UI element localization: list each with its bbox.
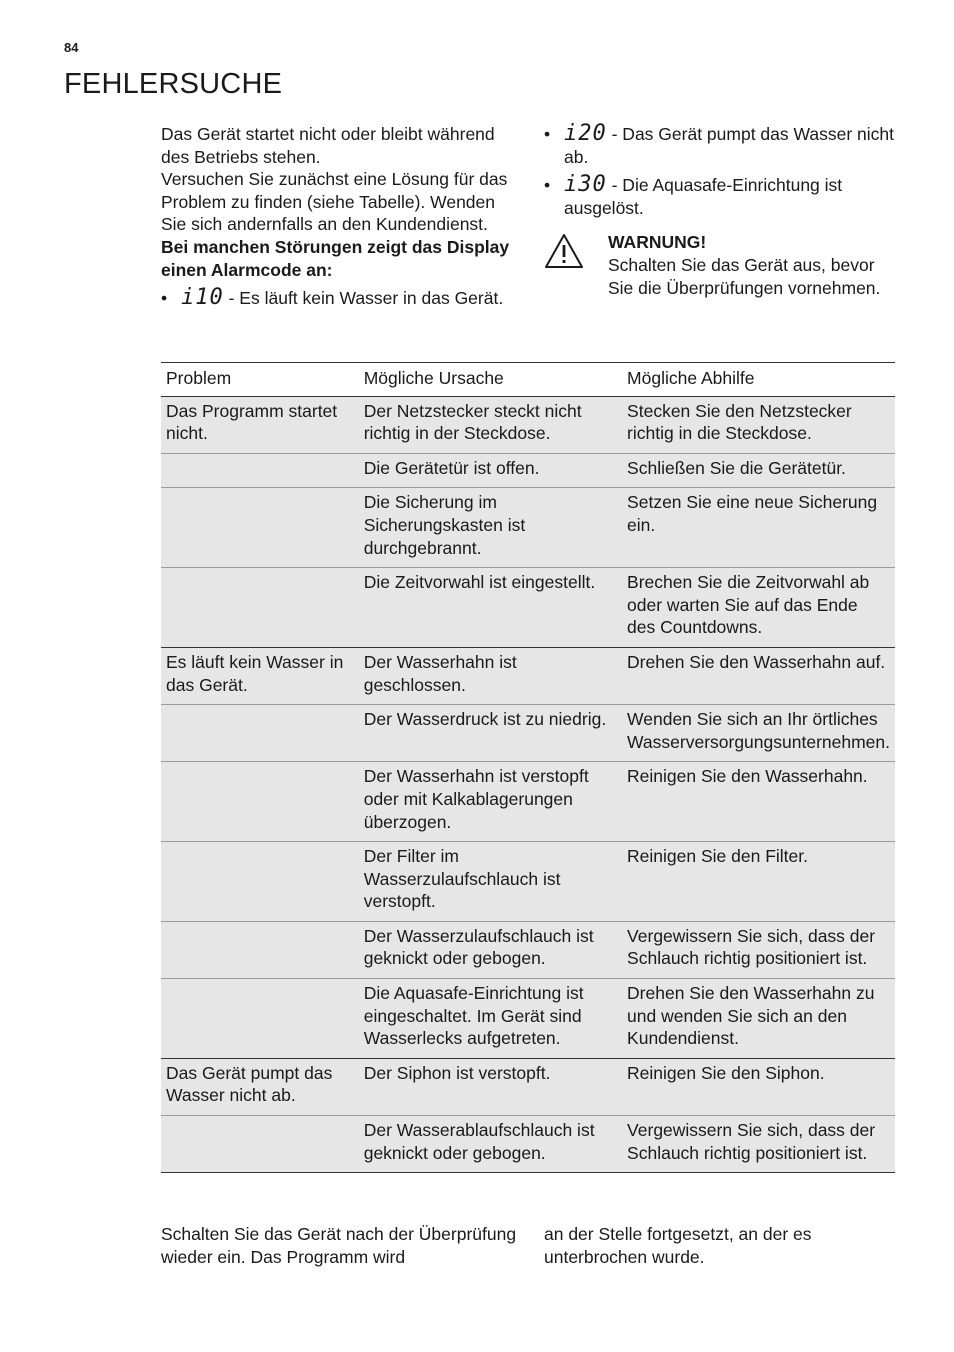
alarm-code: i20 [564, 121, 607, 146]
cause-cell: Der Wasserdruck ist zu niedrig. [359, 705, 622, 762]
alarm-code-text: - Das Gerät pumpt das Wasser nicht ab. [564, 124, 894, 167]
alarm-code-item [544, 123, 894, 168]
cause-cell: Die Gerätetür ist offen. [359, 453, 622, 488]
warning-title: WARNUNG! [608, 232, 707, 253]
problem-cell [161, 1116, 359, 1173]
alarm-code-item [161, 287, 516, 310]
remedy-cell: Stecken Sie den Netzstecker richtig in die Steckdose. [622, 396, 895, 453]
table-row [161, 396, 895, 453]
remedy-cell: Vergewissern Sie sich, dass der Schlauch richtig positioniert ist. [622, 1116, 895, 1173]
intro-column [161, 123, 516, 310]
bullet-icon: • [161, 288, 168, 309]
cause-cell: Der Wasserhahn ist verstopft oder mit Kalkablagerungen überzogen. [359, 762, 622, 842]
table-row [161, 762, 895, 842]
footer-text-right: an der Stelle fortgesetzt, an der es unterbrochen wurde. [544, 1224, 812, 1267]
table-row [161, 705, 895, 762]
remedy-cell: Brechen Sie die Zeitvorwahl ab oder warten Sie auf das Ende des Countdowns. [622, 568, 895, 648]
problem-cell [161, 979, 359, 1059]
remedy-cell: Setzen Sie eine neue Sicherung ein. [622, 488, 895, 568]
remedy-cell: Schließen Sie die Gerätetür. [622, 453, 895, 488]
alarm-code-intro: Bei manchen Störungen zeigt das Display einen Alarmcode an: [161, 236, 510, 280]
alarm-code-item [544, 174, 894, 219]
table-row [161, 921, 895, 978]
alarm-code-text: - Die Aquasafe-Einrichtung ist ausgelöst. [564, 175, 843, 218]
problem-cell [161, 921, 359, 978]
problem-cell [161, 453, 359, 488]
remedy-cell: Reinigen Sie den Filter. [622, 842, 895, 922]
table-row [161, 453, 895, 488]
table-row [161, 1058, 895, 1115]
problem-cell [161, 842, 359, 922]
problem-cell: Das Programm startet nicht. [161, 396, 359, 453]
problem-cell: Es läuft kein Wasser in das Gerät. [161, 647, 359, 704]
alarm-code-text: - Es läuft kein Wasser in das Gerät. [223, 288, 504, 309]
problem-cell [161, 488, 359, 568]
cause-cell: Der Wasserzulaufschlauch ist geknickt oder gebogen. [359, 921, 622, 978]
remedy-cell: Drehen Sie den Wasserhahn zu und wenden Sie sich an den Kundendienst. [622, 979, 895, 1059]
table-row [161, 647, 895, 704]
cause-cell: Der Wasserhahn ist geschlossen. [359, 647, 622, 704]
table-row [161, 1116, 895, 1173]
remedy-cell: Wenden Sie sich an Ihr örtliches Wasserversorgungsunternehmen. [622, 705, 895, 762]
cause-cell: Die Zeitvorwahl ist eingestellt. [359, 568, 622, 648]
page-title: FEHLERSUCHE [64, 68, 283, 100]
cause-cell: Die Aquasafe-Einrichtung ist eingeschaltet. Im Gerät sind Wasserlecks aufgetreten. [359, 979, 622, 1059]
cause-cell: Die Sicherung im Sicherungskasten ist durchgebrannt. [359, 488, 622, 568]
alarm-code: i30 [564, 172, 607, 198]
table-row [161, 979, 895, 1059]
cause-cell: Der Filter im Wasserzulaufschlauch ist verstopft. [359, 842, 622, 922]
warning-text: Schalten Sie das Gerät aus, bevor Sie die Überprüfungen vornehmen. [608, 254, 881, 298]
alarm-column [544, 123, 894, 299]
footer-text-left: Schalten Sie das Gerät nach der Überprüfung wieder ein. Das Programm wird [161, 1224, 517, 1267]
bullet-icon: • [544, 124, 551, 144]
remedy-cell: Vergewissern Sie sich, dass der Schlauch richtig positioniert ist. [622, 921, 895, 978]
warning-box [544, 231, 894, 299]
troubleshooting-table [161, 362, 895, 1173]
bullet-icon: • [544, 175, 551, 196]
header-remedy: Mögliche Abhilfe [622, 363, 895, 397]
remedy-cell: Drehen Sie den Wasserhahn auf. [622, 647, 895, 704]
header-cause: Mögliche Ursache [359, 363, 622, 397]
remedy-cell: Reinigen Sie den Siphon. [622, 1058, 895, 1115]
alarm-code: i10 [181, 285, 224, 311]
cause-cell: Der Siphon ist verstopft. [359, 1058, 622, 1115]
table-row [161, 488, 895, 568]
problem-cell [161, 705, 359, 762]
page-number: 84 [64, 40, 79, 55]
intro-paragraph-2: Versuchen Sie zunächst eine Lösung für das Problem zu finden (siehe Tabelle). Wenden Sie sich andernfalls an den Kundendienst. [161, 169, 508, 235]
warning-triangle-icon [544, 233, 584, 269]
header-problem: Problem [161, 363, 359, 397]
table-row [161, 842, 895, 922]
problem-cell: Das Gerät pumpt das Wasser nicht ab. [161, 1058, 359, 1115]
table-header-row [161, 363, 895, 397]
table-row [161, 568, 895, 648]
intro-paragraph-1: Das Gerät startet nicht oder bleibt während des Betriebs stehen. [161, 124, 495, 167]
cause-cell: Der Netzstecker steckt nicht richtig in der Steckdose. [359, 396, 622, 453]
cause-cell: Der Wasserablaufschlauch ist geknickt oder gebogen. [359, 1116, 622, 1173]
remedy-cell: Reinigen Sie den Wasserhahn. [622, 762, 895, 842]
problem-cell [161, 762, 359, 842]
problem-cell [161, 568, 359, 648]
